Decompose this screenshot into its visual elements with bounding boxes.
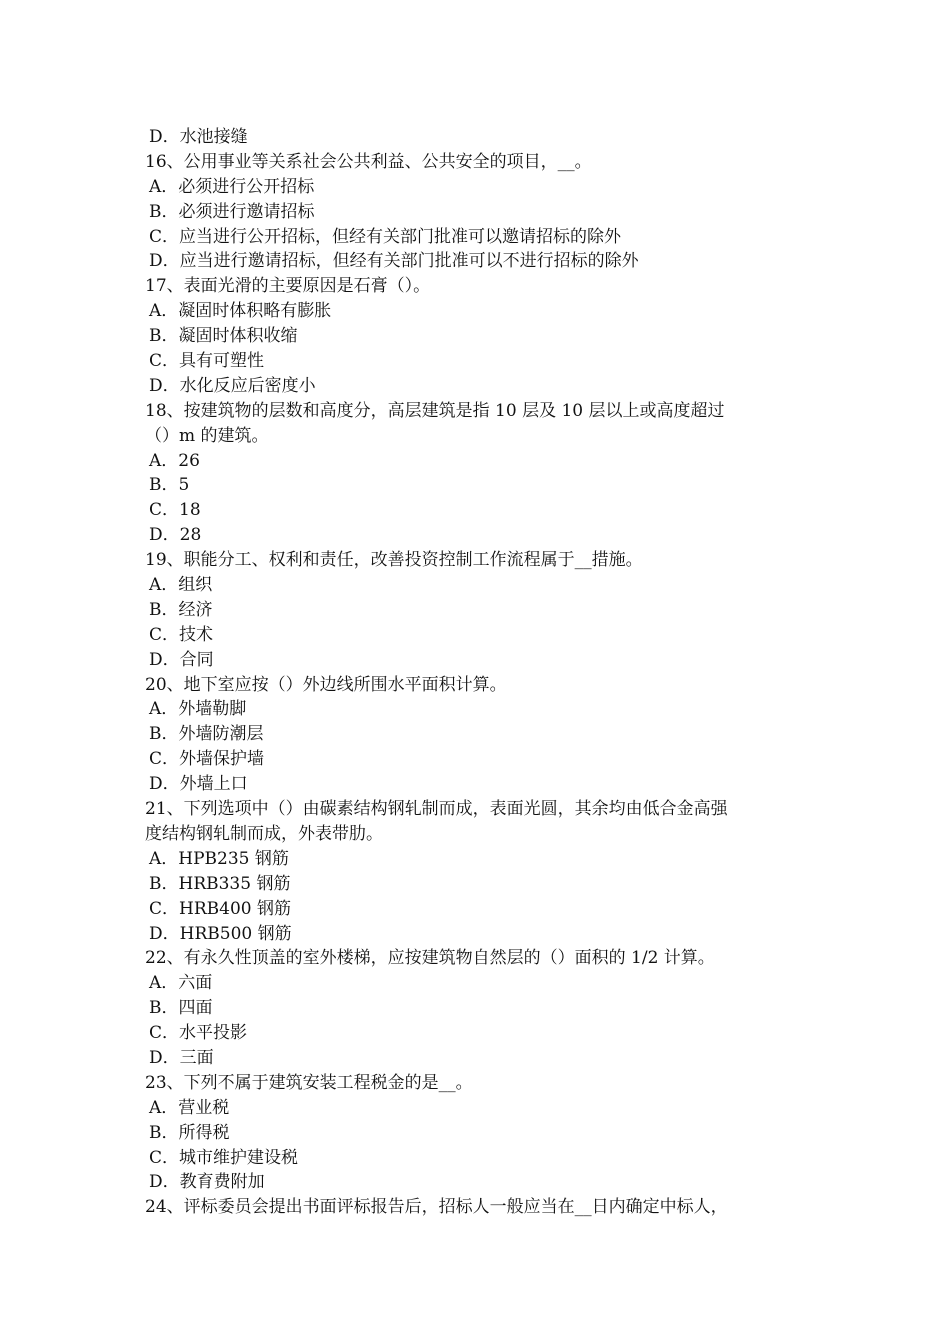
option-line: D．28 — [149, 525, 202, 546]
question-continuation-line: 度结构钢轧制而成，外表带肋。 — [145, 823, 383, 844]
question-line: 16、公用事业等关系社会公共利益、公共安全的项目，__。 — [145, 151, 592, 172]
option-line: A．凝固时体积略有膨胀 — [149, 301, 332, 322]
option-line: B．凝固时体积收缩 — [149, 326, 298, 347]
option-line: B．四面 — [149, 998, 213, 1019]
option-line: D．HRB500 钢筋 — [149, 923, 292, 944]
question-line: 24、评标委员会提出书面评标报告后，招标人一般应当在__日内确定中标人， — [145, 1197, 728, 1218]
option-line: C．应当进行公开招标，但经有关部门批准可以邀请招标的除外 — [149, 226, 622, 247]
option-line: D．三面 — [149, 1047, 214, 1068]
option-line: D．水池接缝 — [149, 127, 248, 147]
option-line: B．5 — [149, 475, 190, 496]
option-line: B．外墙防潮层 — [149, 724, 264, 745]
question-line: 21、下列选项中（）由碳素结构钢轧制而成，表面光圆，其余均由低合金高强 — [145, 799, 728, 820]
option-line: B．经济 — [149, 599, 213, 620]
option-line: C．HRB400 钢筋 — [149, 898, 291, 919]
option-line: A．组织 — [149, 575, 213, 596]
option-line: A．外墙勒脚 — [149, 699, 247, 720]
option-line: A．26 — [149, 450, 200, 471]
option-line: C．水平投影 — [149, 1023, 248, 1044]
option-line: A．六面 — [149, 973, 213, 994]
question-line: 19、职能分工、权利和责任，改善投资控制工作流程属于__措施。 — [145, 550, 643, 571]
option-line: D．水化反应后密度小 — [149, 375, 316, 396]
option-line: B．所得税 — [149, 1122, 230, 1143]
question-line: 17、表面光滑的主要原因是石膏（）。 — [145, 276, 431, 297]
question-line: 20、地下室应按（）外边线所围水平面积计算。 — [145, 674, 507, 695]
question-line: 23、下列不属于建筑安装工程税金的是__。 — [145, 1072, 473, 1093]
question-continuation-line: （）m 的建筑。 — [145, 425, 269, 446]
option-line: C．技术 — [149, 624, 214, 645]
option-line: B．HRB335 钢筋 — [149, 873, 291, 894]
option-line: D．应当进行邀请招标，但经有关部门批准可以不进行招标的除外 — [149, 251, 639, 272]
option-line: D．外墙上口 — [149, 774, 248, 795]
option-line: C．具有可塑性 — [149, 351, 265, 372]
option-line: C．18 — [149, 500, 201, 521]
option-line: A．HPB235 钢筋 — [149, 848, 289, 869]
option-line: C．外墙保护墙 — [149, 749, 265, 770]
option-line: A．营业税 — [149, 1097, 230, 1118]
question-line: 18、按建筑物的层数和高度分，高层建筑是指 10 层及 10 层以上或高度超过 — [145, 400, 725, 421]
option-line: B．必须进行邀请招标 — [149, 201, 315, 222]
question-line: 22、有永久性顶盖的室外楼梯，应按建筑物自然层的（）面积的 1/2 计算。 — [145, 948, 715, 969]
document-body — [145, 125, 815, 1220]
option-line: D．合同 — [149, 649, 214, 670]
option-line: D．教育费附加 — [149, 1172, 265, 1193]
option-line: A．必须进行公开招标 — [149, 176, 315, 197]
option-line: C．城市维护建设税 — [149, 1147, 299, 1168]
